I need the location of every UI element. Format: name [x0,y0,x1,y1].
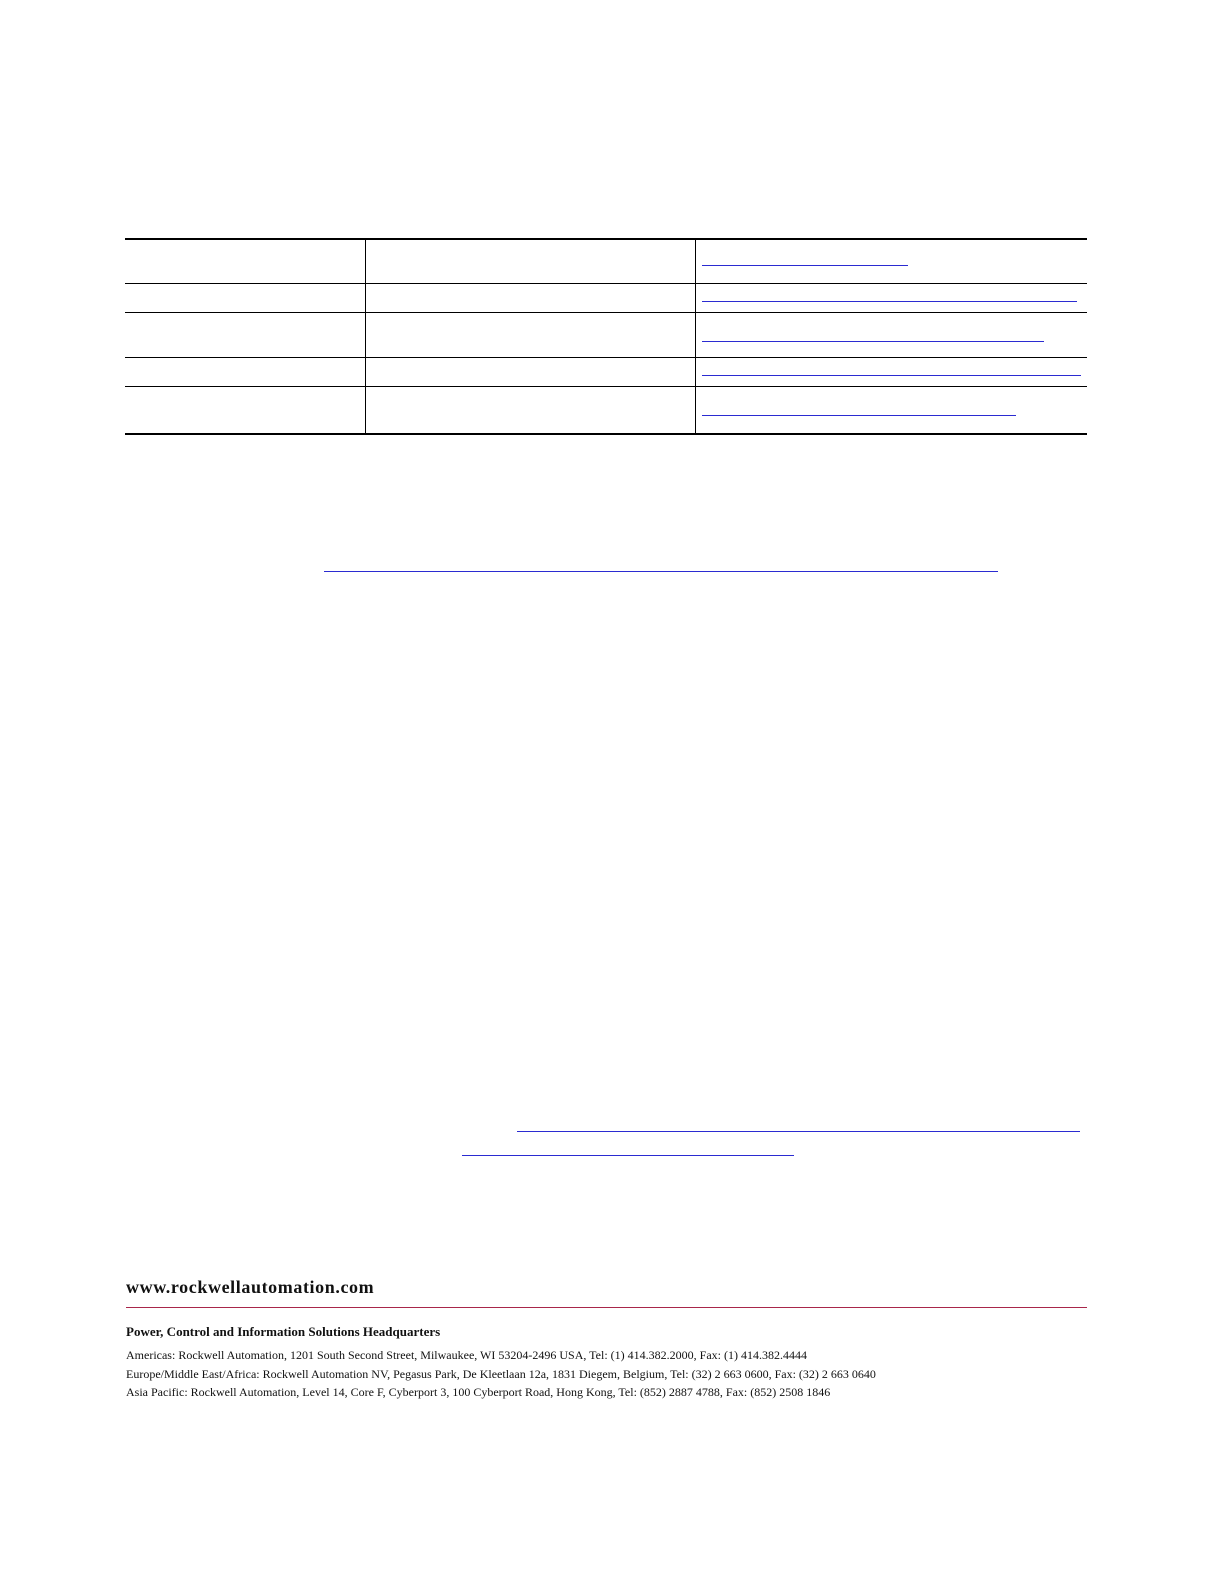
footer-divider [126,1307,1087,1308]
table-cell-resource [125,357,366,386]
table-cell-description [366,283,696,312]
resource-link[interactable] [702,341,1044,342]
table-cell-description [366,239,696,283]
resource-link[interactable] [702,265,908,266]
table-row [125,312,1087,357]
table-cell-resource [125,283,366,312]
documentation-feedback-link-continued[interactable] [462,1155,794,1156]
table-cell-description [366,357,696,386]
table-cell-description [366,386,696,434]
table-row [125,239,1087,283]
documentation-feedback-link[interactable] [517,1131,1080,1132]
website-url[interactable]: www.rockwellautomation.com [126,1277,375,1297]
headquarters-heading: Power, Control and Information Solutions Headquarters [126,1324,441,1339]
table-cell-link [696,239,1088,283]
address-emea: Europe/Middle East/Africa: Rockwell Automation NV, Pegasus Park, De Kleetlaan 12a, 1831 Diegem, Belgium, Tel: (32) 2 663 0600, Fax: (32) 2 663 0640 [126,1366,876,1381]
table-cell-link [696,312,1088,357]
table-row [125,283,1087,312]
support-resources-table [125,238,1087,435]
table-cell-link [696,357,1088,386]
resource-link[interactable] [702,375,1081,376]
table-cell-resource [125,312,366,357]
table-cell-description [366,312,696,357]
resource-link[interactable] [702,415,1016,416]
table-cell-resource [125,386,366,434]
resource-link[interactable] [702,301,1077,302]
literature-library-link[interactable] [324,571,998,572]
table-cell-link [696,386,1088,434]
table-cell-link [696,283,1088,312]
headquarters-addresses [126,1346,876,1402]
table-row [125,357,1087,386]
address-americas: Americas: Rockwell Automation, 1201 South Second Street, Milwaukee, WI 53204-2496 USA, Tel: (1) 414.382.2000, Fax: (1) 414.382.4444 [126,1348,807,1362]
address-asia-pacific: Asia Pacific: Rockwell Automation, Level 14, Core F, Cyberport 3, 100 Cyberport Road, Hong Kong, Tel: (852) 2887 4788, Fax: (852) 2508 1846 [126,1385,831,1400]
table-row [125,386,1087,434]
table-cell-resource [125,239,366,283]
